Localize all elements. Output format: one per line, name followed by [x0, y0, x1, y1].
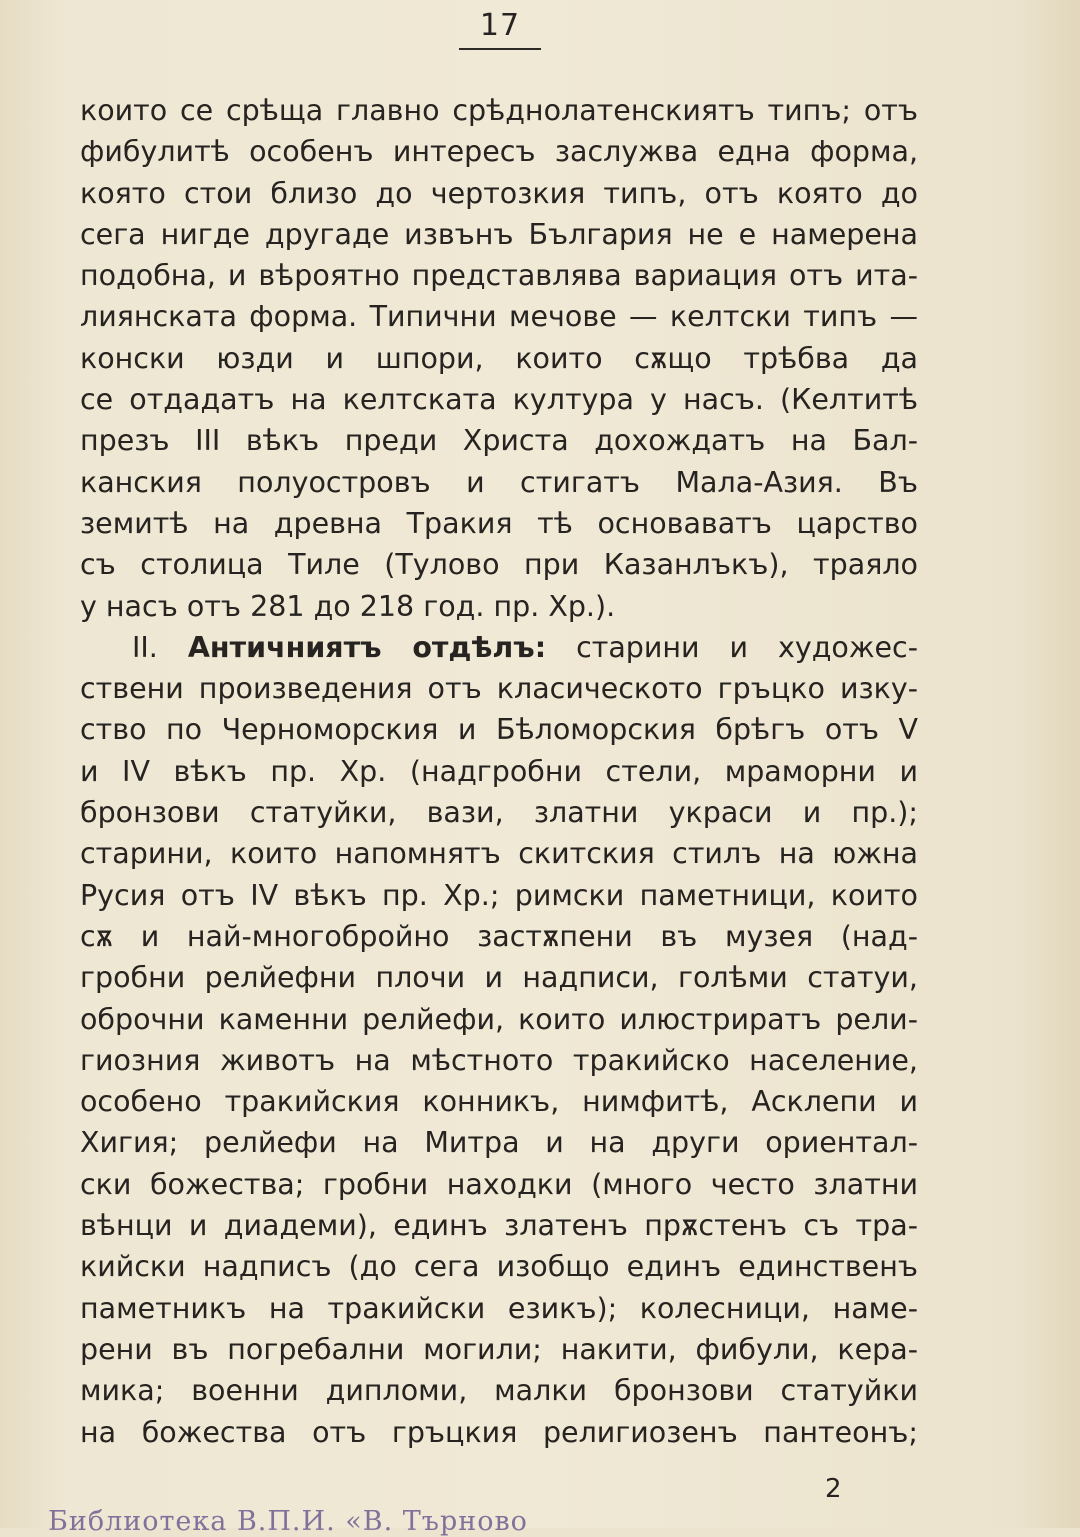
text-line: и IV вѣкъ пр. Хр. (надгробни стели, мраморни и — [80, 754, 918, 788]
text-line: мика; военни дипломи, малки бронзови статуйки — [80, 1374, 918, 1408]
text-line: които се срѣща главно срѣднолатенскиятъ типъ; отъ — [80, 94, 918, 127]
section-number: II. — [132, 630, 158, 664]
text-line: която стои близо до чертозкия типъ, отъ която до — [80, 176, 918, 210]
text-line: фибулитѣ особенъ интересъ заслужва една форма, — [80, 135, 918, 169]
library-stamp: Библиотека В.П.И. «В. Търново — [48, 1506, 528, 1537]
text-line: ствени произведения отъ класическото гръцко изку- — [80, 672, 918, 706]
text-line: бронзови статуйки, вази, златни украси и пр.); — [80, 796, 918, 830]
text-line: ство по Черноморския и Бѣломорския брѣгъ отъ V — [80, 713, 918, 747]
text-line: конски юзди и шпори, които сѫщо трѣбва да — [80, 341, 918, 375]
text-line: гробни релйефни плочи и надписи, голѣми статуи, — [80, 961, 918, 995]
page-number-rule — [459, 48, 541, 50]
section-heading-rest: старини и художес- — [576, 630, 918, 664]
text-line: гиозния животъ на мѣстното тракийско население, — [80, 1043, 918, 1077]
text-line: вѣнци и диадеми), единъ златенъ прѫстенъ съ тра- — [80, 1209, 918, 1243]
section-title: Античниятъ отдѣлъ: — [187, 630, 547, 664]
text-line: сѫ и най-многобройно застѫпени въ музея (над- — [80, 919, 918, 953]
text-line: у насъ отъ 281 до 218 год. пр. Хр.). — [80, 589, 616, 623]
text-line: старини, които напомнятъ скитския стилъ на южна — [80, 837, 918, 871]
text-line: Русия отъ IV вѣкъ пр. Хр.; римски паметници, които — [80, 878, 918, 912]
text-line: рени въ погребални могили; накити, фибули, кера- — [80, 1332, 918, 1366]
text-line: кийски надписъ (до сега изобщо единъ единственъ — [80, 1250, 918, 1284]
printer-signature-mark: 2 — [825, 1474, 842, 1504]
body-text — [80, 90, 918, 1453]
text-line: паметникъ на тракийски езикъ); колесници, наме- — [80, 1291, 918, 1325]
text-line: оброчни каменни релйефи, които илюстриратъ рели- — [80, 1002, 918, 1036]
text-line: сега нигде другаде извънъ България не е намерена — [80, 217, 918, 251]
page-number: 17 — [479, 8, 521, 43]
text-line: презъ III вѣкъ преди Христа дохождатъ на Бал- — [80, 424, 918, 458]
text-line: лиянската форма. Типични мечове — келтски типъ — — [80, 300, 918, 334]
section-heading-line — [80, 627, 918, 668]
text-line: Хигия; релйефи на Митра и на други ориентал- — [80, 1126, 918, 1160]
text-line: се отдадатъ на келтската култура у насъ. (Келтитѣ — [80, 383, 918, 417]
text-line: канския полуостровъ и стигатъ Мала-Азия. Въ — [80, 465, 918, 499]
text-line: особено тракийския конникъ, нимфитѣ, Асклепи и — [80, 1085, 918, 1119]
text-line: земитѣ на древна Тракия тѣ основаватъ царство — [80, 506, 918, 540]
text-line: на божества отъ гръцкия религиозенъ пантеонъ; — [80, 1415, 918, 1449]
text-line: ски божества; гробни находки (много често златни — [80, 1167, 918, 1201]
text-line: подобна, и вѣроятно представлява вариация отъ ита- — [80, 259, 918, 293]
text-line: съ столица Тиле (Тулово при Казанлъкъ), траяло — [80, 548, 918, 582]
